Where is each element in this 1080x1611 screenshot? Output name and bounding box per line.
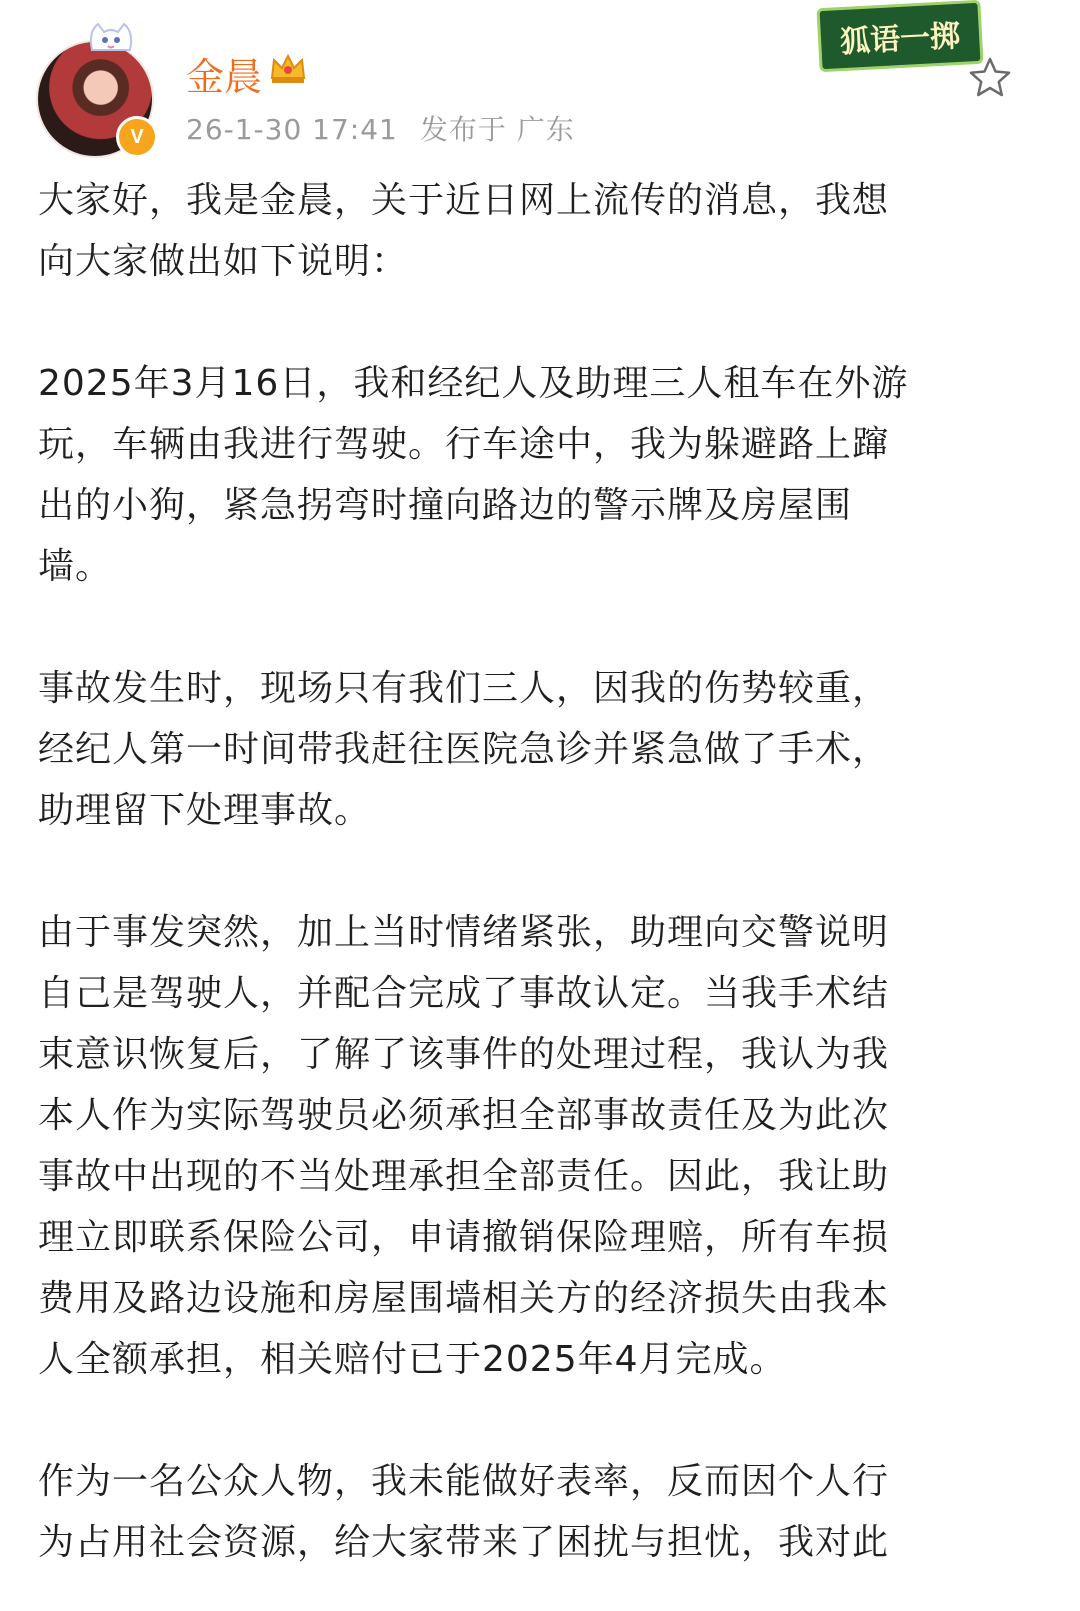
post-paragraph: 2025年3月16日，我和经纪人及助理三人租车在外游 玩，车辆由我进行驾驶。行车途中，我为躲避路上蹿 出的小狗，紧急拐弯时撞向路边的警示牌及房屋围 墙。 (38, 363, 909, 587)
post-timestamp: 26-1-30 17:41 (186, 113, 398, 146)
post-location: 发布于 广东 (419, 113, 575, 146)
post-paragraph: 事故发生时，现场只有我们三人，因我的伤势较重， 经纪人第一时间带我赶往医院急诊并紧急做了手术， 助理留下处理事故。 (38, 668, 890, 831)
post-paragraph: 大家好，我是金晨，关于近日网上流传的消息，我想 向大家做出如下说明： (38, 180, 890, 282)
avatar-pendant-icon (84, 16, 138, 56)
post-body (38, 170, 1028, 1573)
username[interactable]: 金晨 (186, 55, 263, 99)
star-outline-icon[interactable] (968, 56, 1012, 98)
sticker-badge: 狐语一掷 (816, 0, 983, 72)
crown-icon (268, 50, 308, 86)
post-meta (186, 108, 575, 148)
post-paragraph: 由于事发突然，加上当时情绪紧张，助理向交警说明 自己是驾驶人，并配合完成了事故认定。当我手术结 束意识恢复后，了解了该事件的处理过程，我认为我 本人作为实际驾驶员必须承担全部事故责任及为此次 事故中出现的不当处理承担全部责任。因此，我让助 理立即联系保险公司，申请撤销保险理赔，所有车损 费用及路边设施和房屋围墙相关方的经济损失由我本 人全额承担，相关赔付已于2025年4月完成。 (38, 912, 890, 1380)
verified-badge-icon: V (116, 116, 158, 158)
post-paragraph: 作为一名公众人物，我未能做好表率，反而因个人行 为占用社会资源，给大家带来了困扰与担忧，我对此 (38, 1461, 890, 1563)
post-header (0, 0, 1080, 170)
